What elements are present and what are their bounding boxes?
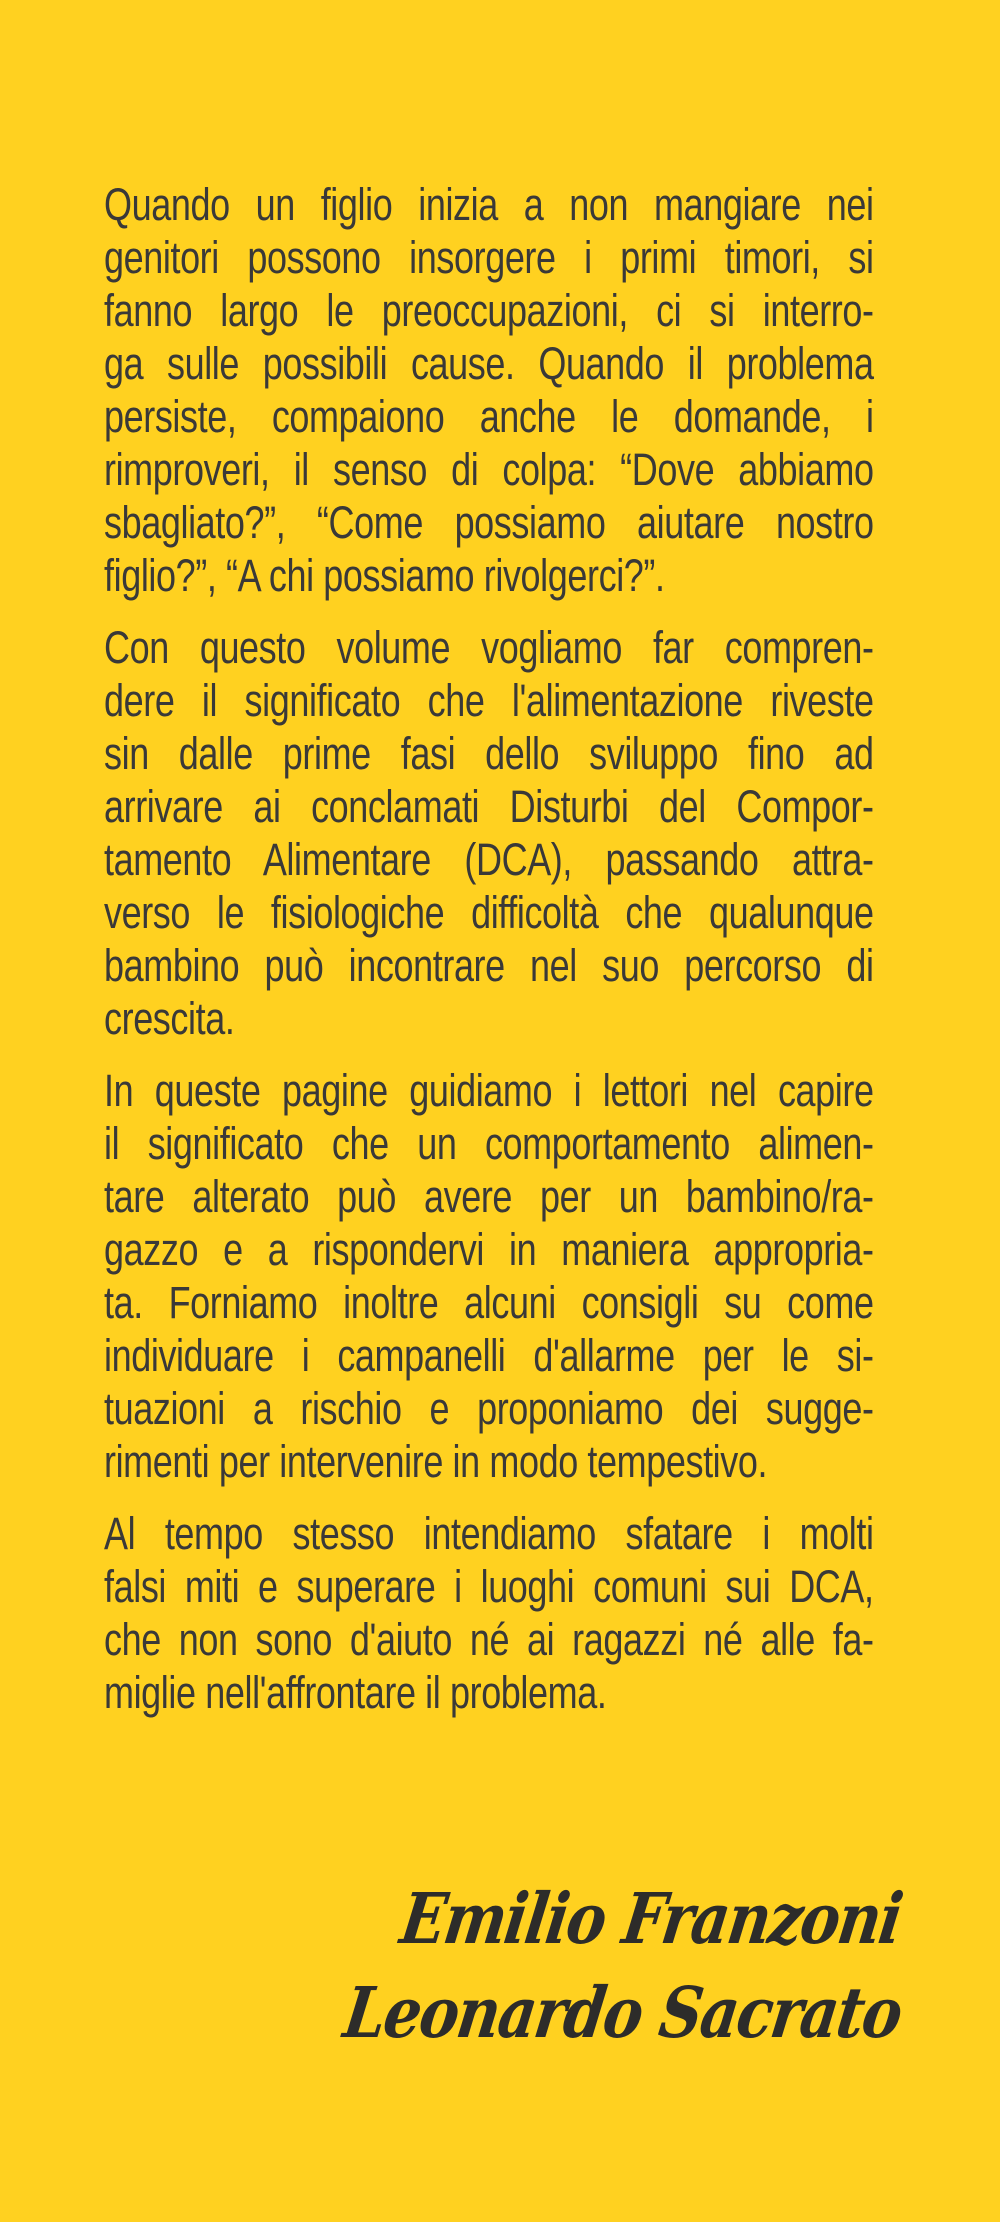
- synopsis-line: Al tempo stesso intendiamo sfatare i molti: [104, 1508, 874, 1559]
- synopsis-line: sbagliato?”, “Come possiamo aiutare nostro: [104, 497, 874, 548]
- synopsis-line: Quando un figlio inizia a non mangiare nei: [104, 179, 874, 230]
- synopsis-line: falsi miti e superare i luoghi comuni sui DCA,: [104, 1561, 874, 1612]
- synopsis-paragraph-1: [104, 178, 874, 602]
- synopsis-line: persiste, compaiono anche le domande, i: [104, 391, 874, 442]
- synopsis-line: miglie nell'affrontare il problema.: [104, 1667, 607, 1718]
- author-name-emilio-franzoni: Emilio Franzoni: [395, 1877, 906, 1960]
- synopsis-line: il significato che un comportamento alimen-: [104, 1118, 874, 1169]
- synopsis-line: ga sulle possibili cause. Quando il problema: [104, 338, 874, 389]
- synopsis-paragraph-2: [104, 621, 874, 1045]
- synopsis-line: gazzo e a rispondervi in maniera appropria-: [104, 1224, 874, 1275]
- synopsis-line: Con questo volume vogliamo far compren-: [104, 622, 874, 673]
- synopsis-line: arrivare ai conclamati Disturbi del Compor-: [104, 781, 874, 832]
- synopsis-paragraph-3: [104, 1064, 874, 1488]
- synopsis-line: genitori possono insorgere i primi timori, si: [104, 232, 874, 283]
- synopsis-line: individuare i campanelli d'allarme per le si-: [104, 1330, 874, 1381]
- synopsis-line: tuazioni a rischio e proponiamo dei sugge-: [104, 1383, 874, 1434]
- synopsis-line: crescita.: [104, 993, 235, 1044]
- synopsis-line: dere il significato che l'alimentazione riveste: [104, 675, 874, 726]
- synopsis-line: In queste pagine guidiamo i lettori nel capire: [104, 1065, 874, 1116]
- synopsis-text: [104, 178, 874, 1719]
- synopsis-line: che non sono d'aiuto né ai ragazzi né alle fa-: [104, 1614, 874, 1665]
- synopsis-line: tare alterato può avere per un bambino/ra-: [104, 1171, 874, 1222]
- synopsis-line: sin dalle prime fasi dello sviluppo fino ad: [104, 728, 874, 779]
- author-name-leonardo-sacrato: Leonardo Sacrato: [338, 1971, 906, 2054]
- synopsis-line: verso le fisiologiche difficoltà che qualunque: [104, 887, 874, 938]
- synopsis-line: figlio?”, “A chi possiamo rivolgerci?”.: [104, 550, 665, 601]
- synopsis-line: tamento Alimentare (DCA), passando attra-: [104, 834, 874, 885]
- synopsis-line: rimenti per intervenire in modo tempestivo.: [104, 1436, 768, 1487]
- synopsis-paragraph-4: [104, 1507, 874, 1719]
- synopsis-line: rimproveri, il senso di colpa: “Dove abbiamo: [104, 444, 874, 495]
- synopsis-line: fanno largo le preoccupazioni, ci si interro-: [104, 285, 874, 336]
- synopsis-line: ta. Forniamo inoltre alcuni consigli su come: [104, 1277, 874, 1328]
- synopsis-line: bambino può incontrare nel suo percorso di: [104, 940, 874, 991]
- author-signatures: [239, 1872, 906, 2060]
